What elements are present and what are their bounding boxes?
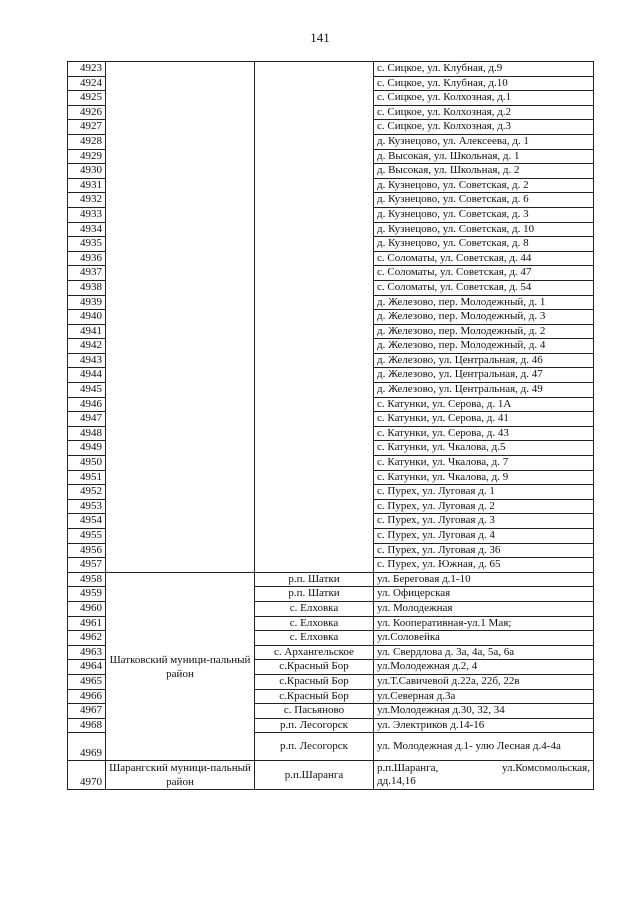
- address-cell: д. Кузнецово, ул. Советская, д. 8: [374, 237, 594, 252]
- address-cell: ул.Соловейка: [374, 631, 594, 646]
- row-number: 4967: [68, 704, 106, 719]
- address-cell: ул. Молодежная д.1- улю Лесная д.4-4а: [374, 733, 594, 761]
- settlement-cell: с. Пасьяново: [255, 704, 374, 719]
- address-cell: ул. Электриков д.14-16: [374, 718, 594, 733]
- settlement-cell: с. Елховка: [255, 601, 374, 616]
- row-number: 4935: [68, 237, 106, 252]
- address-cell: с. Сицкое, ул. Клубная, д.9: [374, 62, 594, 77]
- row-number: 4964: [68, 660, 106, 675]
- address-cell: с. Пурех, ул. Луговая д. 4: [374, 529, 594, 544]
- row-number: 4931: [68, 178, 106, 193]
- address-cell: с. Катунки, ул. Чкалова, д. 7: [374, 456, 594, 471]
- address-cell: д. Высокая, ул. Школьная, д. 2: [374, 164, 594, 179]
- settlement-cell: р.п. Лесогорск: [255, 733, 374, 761]
- settlement-cell: с. Елховка: [255, 631, 374, 646]
- address-cell: с. Катунки, ул. Чкалова, д. 9: [374, 470, 594, 485]
- address-cell: д. Высокая, ул. Школьная, д. 1: [374, 149, 594, 164]
- row-number: 4943: [68, 353, 106, 368]
- top-rows: [68, 62, 594, 573]
- settlement-cell: р.п. Шатки: [255, 587, 374, 602]
- address-cell: д. Железово, ул. Центральная, д. 49: [374, 383, 594, 398]
- sharanga-rows: [68, 761, 594, 790]
- row-number: 4954: [68, 514, 106, 529]
- address-cell: с. Пурех, ул. Луговая д. 36: [374, 543, 594, 558]
- settlement-cell: р.п.Шаранга: [255, 761, 374, 790]
- row-number: 4951: [68, 470, 106, 485]
- address-cell: д. Железово, пер. Молодежный, д. 4: [374, 339, 594, 354]
- row-number: 4957: [68, 558, 106, 573]
- row-number: 4940: [68, 310, 106, 325]
- row-number: 4936: [68, 251, 106, 266]
- row-number: 4942: [68, 339, 106, 354]
- address-cell: д. Кузнецово, ул. Советская, д. 10: [374, 222, 594, 237]
- row-number: 4941: [68, 324, 106, 339]
- row-number: 4956: [68, 543, 106, 558]
- row-number: 4944: [68, 368, 106, 383]
- address-cell: д. Кузнецово, ул. Советская, д. 3: [374, 207, 594, 222]
- row-number: 4938: [68, 280, 106, 295]
- row-number: 4960: [68, 601, 106, 616]
- address-cell: ул.Молодежная д.2, 4: [374, 660, 594, 675]
- row-number: 4934: [68, 222, 106, 237]
- row-number: 4970: [68, 761, 106, 790]
- address-cell: с. Катунки, ул. Серова, д. 1А: [374, 397, 594, 412]
- page-number: 141: [310, 30, 330, 45]
- row-number: 4953: [68, 499, 106, 514]
- row-number: 4946: [68, 397, 106, 412]
- address-line: дд.14,16: [377, 775, 416, 788]
- row-number: 4959: [68, 587, 106, 602]
- table-row: [68, 62, 594, 77]
- address-cell: с. Катунки, ул. Серова, д. 41: [374, 412, 594, 427]
- district-cell: [106, 62, 255, 573]
- address-cell: с. Пурех, ул. Южная, д. 65: [374, 558, 594, 573]
- address-line: [377, 762, 590, 775]
- address-cell: с. Пурех, ул. Луговая д. 1: [374, 485, 594, 500]
- address-part: ул.Комсомольская,: [501, 762, 590, 775]
- row-number: 4963: [68, 645, 106, 660]
- address-cell: д. Железово, пер. Молодежный, д. 2: [374, 324, 594, 339]
- address-cell: д. Кузнецово, ул. Алексеева, д. 1: [374, 134, 594, 149]
- address-cell: с. Соломаты, ул. Советская, д. 54: [374, 280, 594, 295]
- settlement-cell: с. Архангельское: [255, 645, 374, 660]
- settlement-cell: р.п. Шатки: [255, 572, 374, 587]
- address-cell: д. Кузнецово, ул. Советская, д. 6: [374, 193, 594, 208]
- address-cell: с. Сицкое, ул. Колхозная, д.2: [374, 105, 594, 120]
- address-cell: [374, 761, 594, 790]
- row-number: 4948: [68, 426, 106, 441]
- row-number: 4928: [68, 134, 106, 149]
- address-cell: с. Катунки, ул. Чкалова, д.5: [374, 441, 594, 456]
- address-cell: д. Железово, пер. Молодежный, д. 3: [374, 310, 594, 325]
- settlement-cell: р.п. Лесогорск: [255, 718, 374, 733]
- settlement-cell: с.Красный Бор: [255, 660, 374, 675]
- address-cell: с. Сицкое, ул. Колхозная, д.3: [374, 120, 594, 135]
- settlement-cell: [255, 62, 374, 573]
- row-number: 4966: [68, 689, 106, 704]
- address-cell: с. Пурех, ул. Луговая д. 2: [374, 499, 594, 514]
- address-cell: с. Соломаты, ул. Советская, д. 44: [374, 251, 594, 266]
- row-number: 4969: [68, 733, 106, 761]
- row-number: 4952: [68, 485, 106, 500]
- row-number: 4962: [68, 631, 106, 646]
- settlement-cell: с. Елховка: [255, 616, 374, 631]
- address-cell: с. Пурех, ул. Луговая д. 3: [374, 514, 594, 529]
- row-number: 4955: [68, 529, 106, 544]
- row-number: 4927: [68, 120, 106, 135]
- address-cell: с. Сицкое, ул. Клубная, д.10: [374, 76, 594, 91]
- row-number: 4926: [68, 105, 106, 120]
- address-cell: д. Железово, ул. Центральная, д. 47: [374, 368, 594, 383]
- row-number: 4947: [68, 412, 106, 427]
- row-number: 4950: [68, 456, 106, 471]
- row-number: 4968: [68, 718, 106, 733]
- address-cell: ул. Молодежная: [374, 601, 594, 616]
- row-number: 4924: [68, 76, 106, 91]
- address-cell: с. Катунки, ул. Серова, д. 43: [374, 426, 594, 441]
- row-number: 4932: [68, 193, 106, 208]
- row-number: 4923: [68, 62, 106, 77]
- table-row: [68, 761, 594, 790]
- shatki-rows: [68, 572, 594, 761]
- row-number: 4937: [68, 266, 106, 281]
- address-cell: с. Сицкое, ул. Колхозная, д.1: [374, 91, 594, 106]
- row-number: 4949: [68, 441, 106, 456]
- address-cell: ул. Свердлова д. 3а, 4а, 5а, 6а: [374, 645, 594, 660]
- address-cell: д. Железово, ул. Центральная, д. 46: [374, 353, 594, 368]
- row-number: 4965: [68, 674, 106, 689]
- row-number: 4961: [68, 616, 106, 631]
- row-number: 4945: [68, 383, 106, 398]
- housing-registry-table: [67, 61, 594, 790]
- row-number: 4929: [68, 149, 106, 164]
- row-number: 4939: [68, 295, 106, 310]
- row-number: 4933: [68, 207, 106, 222]
- district-cell: Шарангский муници-пальный район: [106, 761, 255, 790]
- district-cell: Шатковский муници-пальный район: [106, 572, 255, 761]
- row-number: 4930: [68, 164, 106, 179]
- address-cell: ул.Северная д.3а: [374, 689, 594, 704]
- address-cell: ул. Офицерская: [374, 587, 594, 602]
- address-cell: д. Железово, пер. Молодежный, д. 1: [374, 295, 594, 310]
- address-cell: с. Соломаты, ул. Советская, д. 47: [374, 266, 594, 281]
- address-cell: ул. Кооперативная-ул.1 Мая;: [374, 616, 594, 631]
- row-number: 4958: [68, 572, 106, 587]
- address-part: р.п.Шаранга,: [377, 762, 439, 775]
- address-cell: ул. Береговая д.1-10: [374, 572, 594, 587]
- settlement-cell: с.Красный Бор: [255, 674, 374, 689]
- address-cell: ул.Т.Савичевой д.22а, 22б, 22в: [374, 674, 594, 689]
- settlement-cell: с.Красный Бор: [255, 689, 374, 704]
- table-row: [68, 572, 594, 587]
- row-number: 4925: [68, 91, 106, 106]
- address-cell: д. Кузнецово, ул. Советская, д. 2: [374, 178, 594, 193]
- address-cell: ул.Молодежная д.30, 32, 34: [374, 704, 594, 719]
